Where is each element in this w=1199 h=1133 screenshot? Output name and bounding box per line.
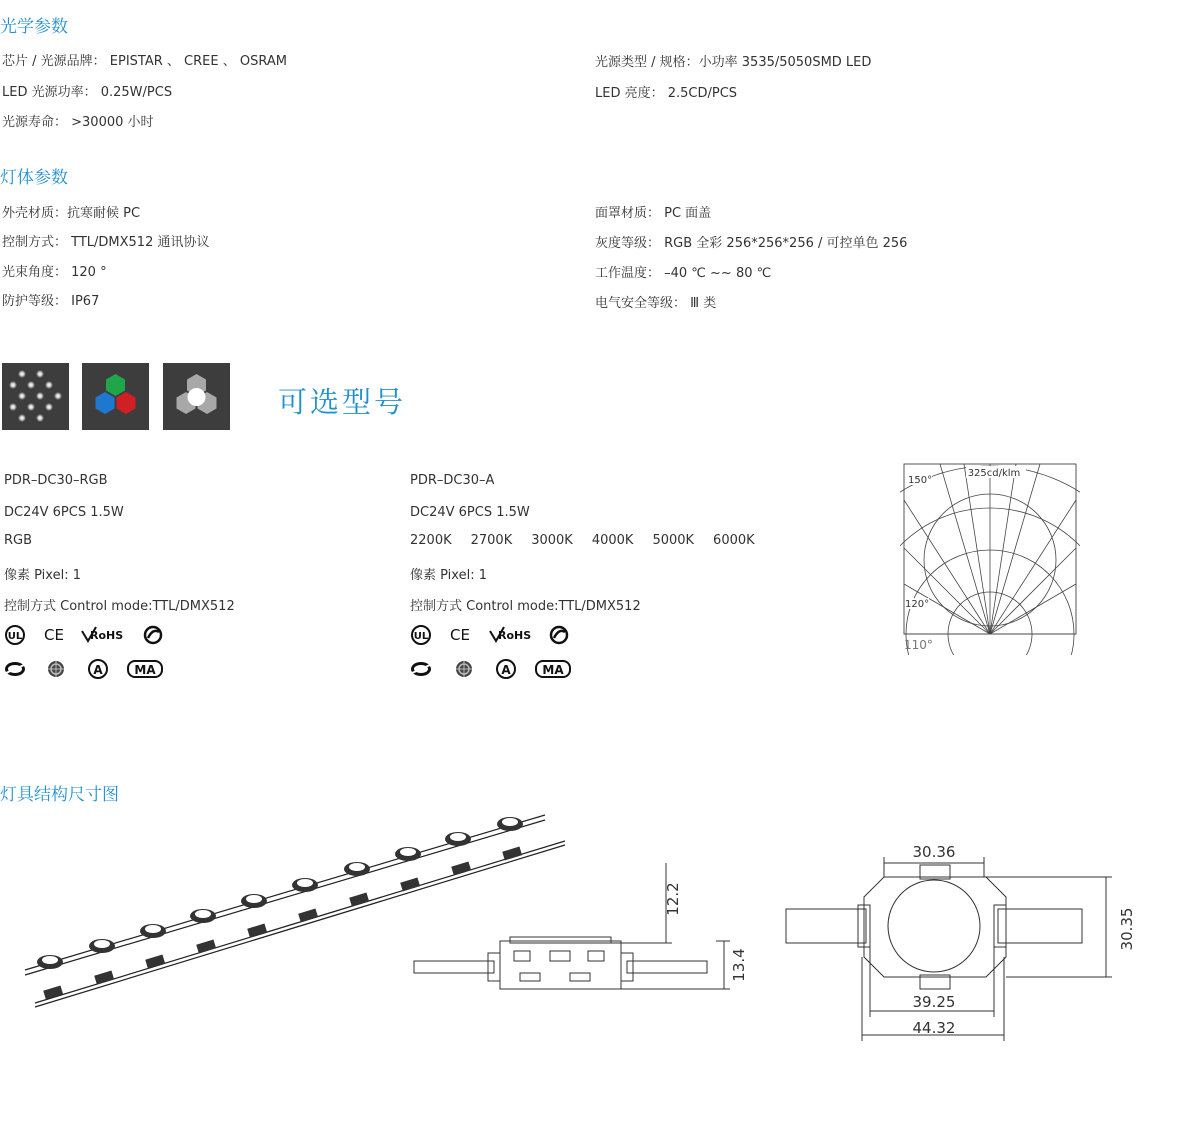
cnas-mark-icon [5,662,25,676]
model-a-pixel: 像素 Pixel: 1 [410,568,487,583]
polar-diagram [900,460,1080,655]
optical-spec-type: 光源类型 / 规格：小功率 3535/5050SMD LED [595,55,872,70]
ul-mark-text: UL [413,631,429,642]
body-spec-control: 控制方式： TTL/DMX512 通讯协议 [2,235,210,250]
rohs-mark-icon [82,627,123,642]
optical-spec-lifetime: 光源寿命： >30000 小时 [2,115,154,130]
a-mark-text: A [501,663,511,677]
dimension-height-30-35: 30.35 [1118,907,1136,951]
globe-mark-icon [48,661,64,677]
ma-mark-icon [536,661,570,677]
optical-spec-brightness: LED 亮度： 2.5CD/PCS [595,86,738,101]
body-spec-grayscale: 灰度等级： RGB 全彩 256*256*256 / 可控单色 256 [595,236,908,251]
green-mark-icon [551,627,567,643]
mono-tile [163,363,230,430]
cct-value: 6000K [713,533,755,548]
model-rgb-name: PDR–DC30–RGB [4,473,108,488]
ul-mark-icon [412,626,430,644]
cnas-mark-icon [411,662,431,676]
side-view-svg [410,855,760,995]
side-view-drawing [410,855,760,995]
dimension-width-30-36: 30.36 [912,843,956,861]
ma-mark-icon [128,661,162,677]
cct-value: 5000K [652,533,695,548]
model-rgb-control: 控制方式 Control mode:TTL/DMX512 [4,599,235,614]
white-dots-tile [2,363,69,430]
top-view-drawing [780,835,1160,1050]
ce-mark-icon: CE [450,626,470,644]
cct-value: 2700K [470,533,513,548]
body-spec-temperature: 工作温度： –40 ℃ ~~ 80 ℃ [595,266,772,281]
model-rgb-color: RGB [4,533,33,548]
rohs-mark-text: RoHS [90,629,124,642]
optical-section-title: 光学参数 [0,17,68,37]
dimension-width-39-25: 39.25 [912,993,956,1011]
polar-diagram-svg [900,460,1080,655]
polar-angle-150: 150° [908,475,933,486]
body-section-title: 灯体参数 [0,168,68,188]
body-spec-housing: 外壳材质：抗寒耐候 PC [2,206,141,221]
green-mark-icon [145,627,161,643]
model-a-spec: DC24V 6PCS 1.5W [410,505,530,520]
cert-icons [410,624,580,684]
a-mark-icon [89,660,107,678]
cct-value: 4000K [591,533,634,548]
body-spec-cover: 面罩材质： PC 面盖 [595,206,712,221]
body-spec-safety: 电气安全等级： Ⅲ 类 [595,296,717,311]
cct-value: 2200K [410,533,452,548]
white-dots-icon [2,363,69,430]
a-mark-text: A [93,663,103,677]
optical-spec-power: LED 光源功率： 0.25W/PCS [2,85,173,100]
body-spec-beam-angle: 光束角度： 120 ° [2,265,107,280]
ce-mark-icon: CE [44,626,64,644]
top-view-svg [780,835,1160,1050]
cert-icons [4,624,174,684]
ul-mark-text: UL [7,631,23,642]
dimension-section-title: 灯具结构尺寸图 [0,785,119,805]
dimension-width-44-32: 44.32 [912,1019,956,1037]
body-spec-ip-rating: 防护等级： IP67 [2,294,100,309]
polar-angle-120: 120° [905,599,930,610]
rgb-hexagons-icon [82,363,149,430]
dimension-height-12-2: 12.2 [664,882,682,916]
ul-mark-icon [6,626,24,644]
cert-group-rgb [4,624,174,684]
model-rgb-spec: DC24V 6PCS 1.5W [4,505,124,520]
cct-value: 3000K [531,533,573,548]
rohs-mark-text: RoHS [498,629,532,642]
cert-group-a [410,624,580,684]
rgb-tile [82,363,149,430]
polar-unit-label: 325cd/klm [967,468,1021,479]
ma-mark-text: MA [134,663,156,677]
mono-hexagons-icon [163,363,230,430]
optical-spec-chip-brand: 芯片 / 光源品牌： EPISTAR 、 CREE 、 OSRAM [2,54,287,69]
polar-angle-110: 110° [904,638,933,652]
a-mark-icon [497,660,515,678]
rohs-mark-icon [490,627,531,642]
dimension-height-13-4: 13.4 [730,948,748,982]
ma-mark-text: MA [542,663,564,677]
models-title: 可选型号 [278,385,407,419]
model-a-control: 控制方式 Control mode:TTL/DMX512 [410,599,641,614]
model-a-cct-list [410,533,774,548]
model-a-name: PDR–DC30–A [410,473,495,488]
globe-mark-icon [456,661,472,677]
model-rgb-pixel: 像素 Pixel: 1 [4,568,81,583]
